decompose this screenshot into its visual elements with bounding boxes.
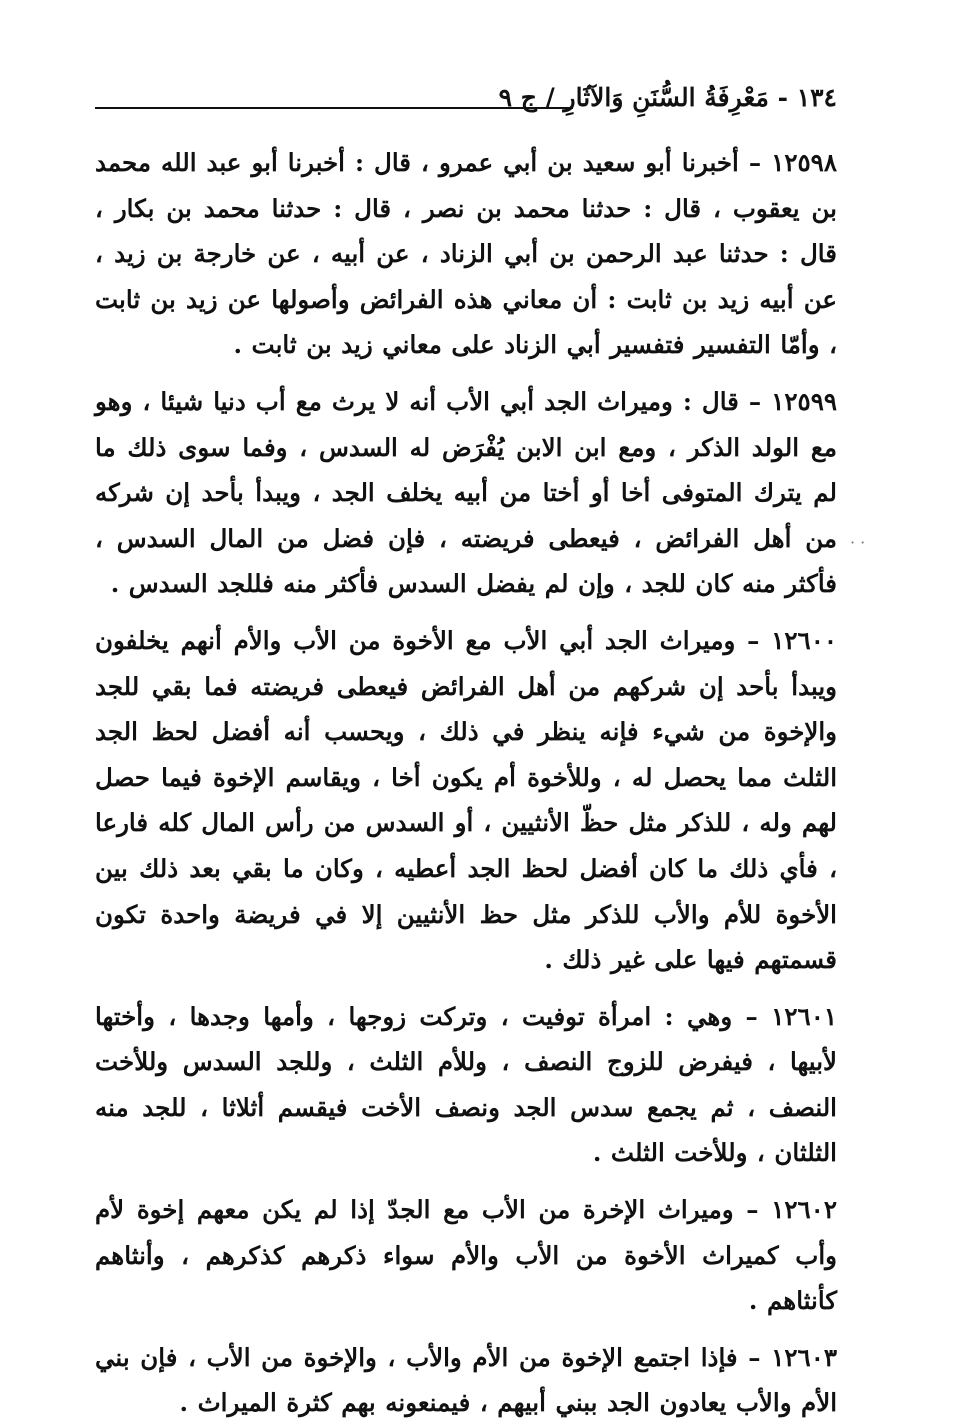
paragraph (95, 994, 837, 1176)
paragraph (95, 379, 837, 607)
paragraph-number: ١٢٦٠٣ (771, 1342, 838, 1372)
paragraph-text: – قال : وميراث الجد أبي الأب أنه لا يرث مع أب دنيا شيئا ، وهو مع الولد الذكر ، ومع ابن الابن يُفْرَض له السدس ، وفما سوى ذلك ما لم يترك المتوفى أخا أو أختا من أبيه يخلف الجد ، ويبدأ بأحد إن شركه من أهل الفرائض ، فيعطى فريضته ، فإن فضل من المال السدس ، فأكثر منه كان للجد ، وإن لم يفضل السدس فأكثر منه فللجد السدس . (95, 386, 837, 599)
paragraph (95, 1187, 837, 1324)
paragraph (95, 140, 837, 368)
paragraph-number: ١٢٥٩٩ (771, 386, 838, 416)
page-number: ١٣٤ (796, 83, 837, 112)
paragraph-number: ١٢٥٩٨ (771, 148, 837, 177)
page-header (95, 78, 837, 120)
paragraph (95, 618, 837, 983)
main-text (95, 140, 837, 1426)
paragraph-number: ١٢٦٠٢ (771, 1195, 837, 1225)
book-title: مَعْرِفَةُ السُّنَنِ وَالآثَارِ (563, 83, 769, 112)
paragraph-number: ١٢٦٠١ (771, 1001, 838, 1031)
paragraph-text: – وهي : امرأة توفيت ، وتركت زوجها ، وأمها وجدها ، وأختها لأبيها ، فيفرض للزوج النصف ، وللأم الثلث ، وللجد السدس وللأخت النصف ، ثم يجمع سدس الجد ونصف الأخت فيقسم أثلاثا ، للجد منه الثلثان ، وللأخت الثلث . (95, 1001, 837, 1168)
paragraph-text: – فإذا اجتمع الإخوة من الأم والأب ، والإخوة من الأب ، فإن بني الأم والأب يعادون الجد ببني أبيهم ، فيمنعونه بهم كثرة الميراث . (95, 1342, 837, 1418)
volume-label: / ج ٩ (498, 83, 555, 112)
paragraph-text: – أخبرنا أبو سعيد بن أبي عمرو ، قال : أخبرنا أبو عبد الله محمد بن يعقوب ، قال : حدثنا محمد بن نصر ، قال : حدثنا محمد بن بكار ، قال : حدثنا عبد الرحمن بن أبي الزناد ، عن أبيه ، عن خارجة بن زيد ، عن أبيه زيد بن ثابت : أن معاني هذه الفرائض وأصولها عن زيد بن ثابت ، وأمّا التفسير فتفسير أبي الزناد على معاني زيد بن ثابت . (95, 148, 837, 360)
paragraph-text: – وميراث الإخرة من الأب مع الجدّ إذا لم يكن معهم إخوة لأم وأب كميراث الأخوة من الأب والأم سواء ذكرهم كذكرهم ، وأنثاهم كأنثاهم . (95, 1195, 837, 1316)
paragraph-number: ١٢٦٠٠ (771, 625, 838, 655)
running-head (499, 78, 837, 118)
header-rule (95, 107, 573, 109)
header-separator: - (777, 83, 788, 112)
margin-speck: · · (850, 533, 866, 552)
paragraph-text: – وميراث الجد أبي الأب مع الأخوة من الأب والأم أنهم يخلفون ويبدأ بأحد إن شركهم من أهل الفرائض فيعطى فريضته فما بقي للجد والإخوة من شيء فإنه ينظر في ذلك ، ويحسب أنه أفضل لحظ الجد الثلث مما يحصل له ، وللأخوة أم يكون أخا ، ويقاسم الإخوة فيما حصل لهم وله ، للذكر مثل حظّ الأنثيين ، أو السدس من رأس المال كله فارعا ، فأي ذلك ما كان أفضل لحظ الجد أعطيه ، وكان ما بقي بعد ذلك بين الأخوة للأم والأب للذكر مثل حظ الأنثيين إلا في فريضة واحدة تكون قسمتهم فيها على غير ذلك . (95, 625, 837, 975)
paragraph (95, 1335, 837, 1426)
